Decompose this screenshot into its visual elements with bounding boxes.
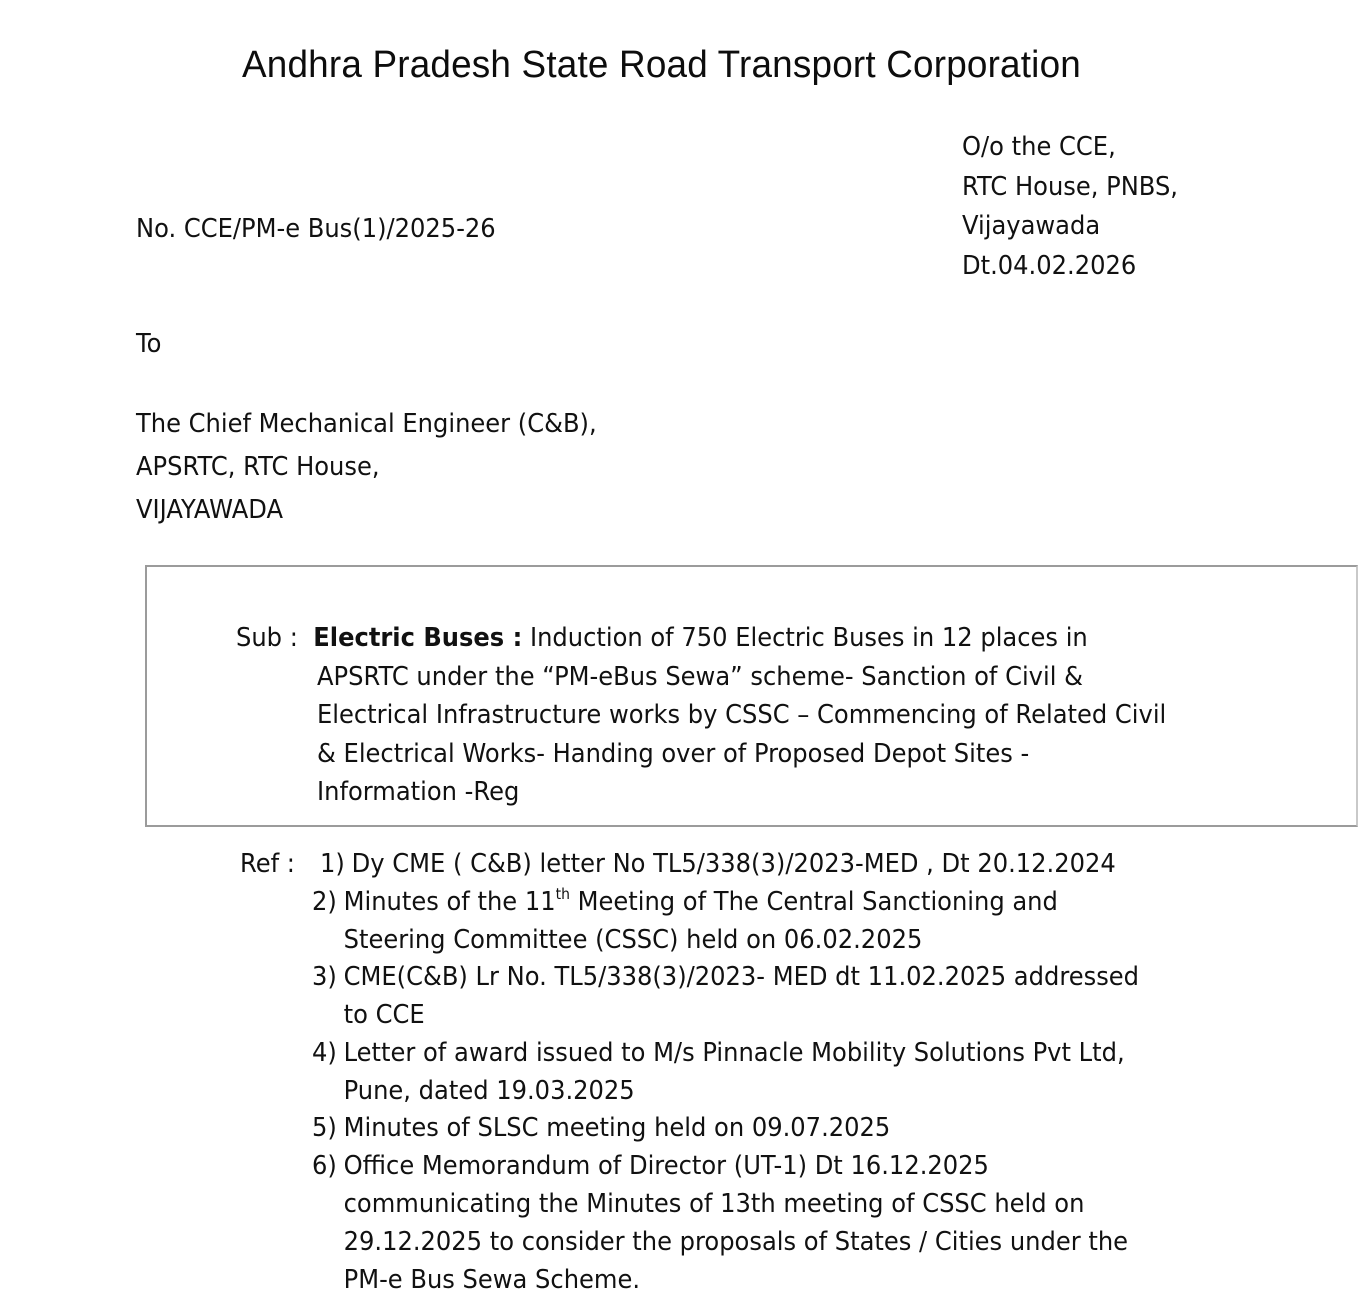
reference-number: 5) — [312, 1113, 337, 1143]
subject-line — [313, 619, 1162, 658]
reference-line: communicating the Minutes of 13th meeting of CSSC held on — [343, 1189, 1085, 1219]
recipient-address — [136, 403, 597, 532]
reference-line: 29.12.2025 to consider the proposals of States / Cities under the — [343, 1227, 1129, 1257]
organization-title: Andhra Pradesh State Road Transport Corporation — [242, 44, 1081, 86]
recipient-line: The Chief Mechanical Engineer (C&B), — [136, 409, 597, 439]
reference-item-1 — [320, 845, 1116, 883]
reference-line: Letter of award issued to M/s Pinnacle Mobility Solutions Pvt Ltd, — [343, 1038, 1125, 1068]
reference-line: Dy CME ( C&B) letter No TL5/338(3)/2023-MED , Dt 20.12.2024 — [351, 849, 1116, 879]
references-label: Ref : — [240, 849, 295, 879]
subject-bold-prefix: Electric Buses : — [313, 623, 523, 653]
reference-item-2 — [312, 883, 1058, 959]
reference-line: Office Memorandum of Director (UT-1) Dt 16.12.2025 — [343, 1151, 989, 1181]
reference-number: 2) — [312, 887, 337, 917]
reference-line: Minutes of SLSC meeting held on 09.07.2025 — [343, 1113, 891, 1143]
reference-number: 4) — [312, 1038, 337, 1068]
reference-number: 6) — [312, 1151, 337, 1181]
office-line: O/o the CCE, — [962, 132, 1116, 162]
subject-line: Electrical Infrastructure works by CSSC – Commencing of Related Civil — [317, 700, 1167, 730]
reference-number: 1) — [320, 849, 345, 879]
subject-label: Sub : — [236, 623, 298, 653]
reference-number: 3) — [312, 962, 337, 992]
subject-text — [313, 619, 1167, 812]
recipient-line: APSRTC, RTC House, — [136, 452, 380, 482]
to-label: To — [136, 329, 162, 359]
sender-office-block — [962, 128, 1178, 286]
subject-line: APSRTC under the “PM-eBus Sewa” scheme- Sanction of Civil & — [317, 661, 1083, 692]
reference-item-4 — [312, 1034, 1125, 1110]
letter-date: Dt.04.02.2026 — [962, 250, 1137, 281]
reference-item-6 — [312, 1147, 1128, 1299]
office-line: RTC House, PNBS, — [962, 171, 1178, 202]
reference-item-5 — [312, 1109, 890, 1147]
letter-reference-number: No. CCE/PM-e Bus(1)/2025-26 — [136, 214, 496, 244]
reference-line: CME(C&B) Lr No. TL5/338(3)/2023- MED dt 11.02.2025 addressed — [343, 962, 1140, 992]
subject-line: Information -Reg — [317, 777, 520, 807]
reference-line: Pune, dated 19.03.2025 — [343, 1076, 635, 1106]
subject-first-line-text: Induction of 750 Electric Buses in 12 places in — [522, 623, 1088, 653]
ordinal-suffix: th — [555, 885, 570, 903]
reference-line: Meeting of The Central Sanctioning and — [569, 887, 1058, 917]
reference-line: Steering Committee (CSSC) held on 06.02.2025 — [343, 925, 923, 955]
office-line: Vijayawada — [962, 211, 1101, 241]
recipient-line: VIJAYAWADA — [136, 495, 284, 525]
subject-line: & Electrical Works- Handing over of Proposed Depot Sites - — [317, 738, 1030, 769]
reference-item-3 — [312, 958, 1139, 1034]
reference-line: PM-e Bus Sewa Scheme. — [343, 1265, 641, 1295]
reference-line: Minutes of the 11 — [343, 887, 556, 917]
reference-line: to CCE — [343, 1000, 425, 1030]
